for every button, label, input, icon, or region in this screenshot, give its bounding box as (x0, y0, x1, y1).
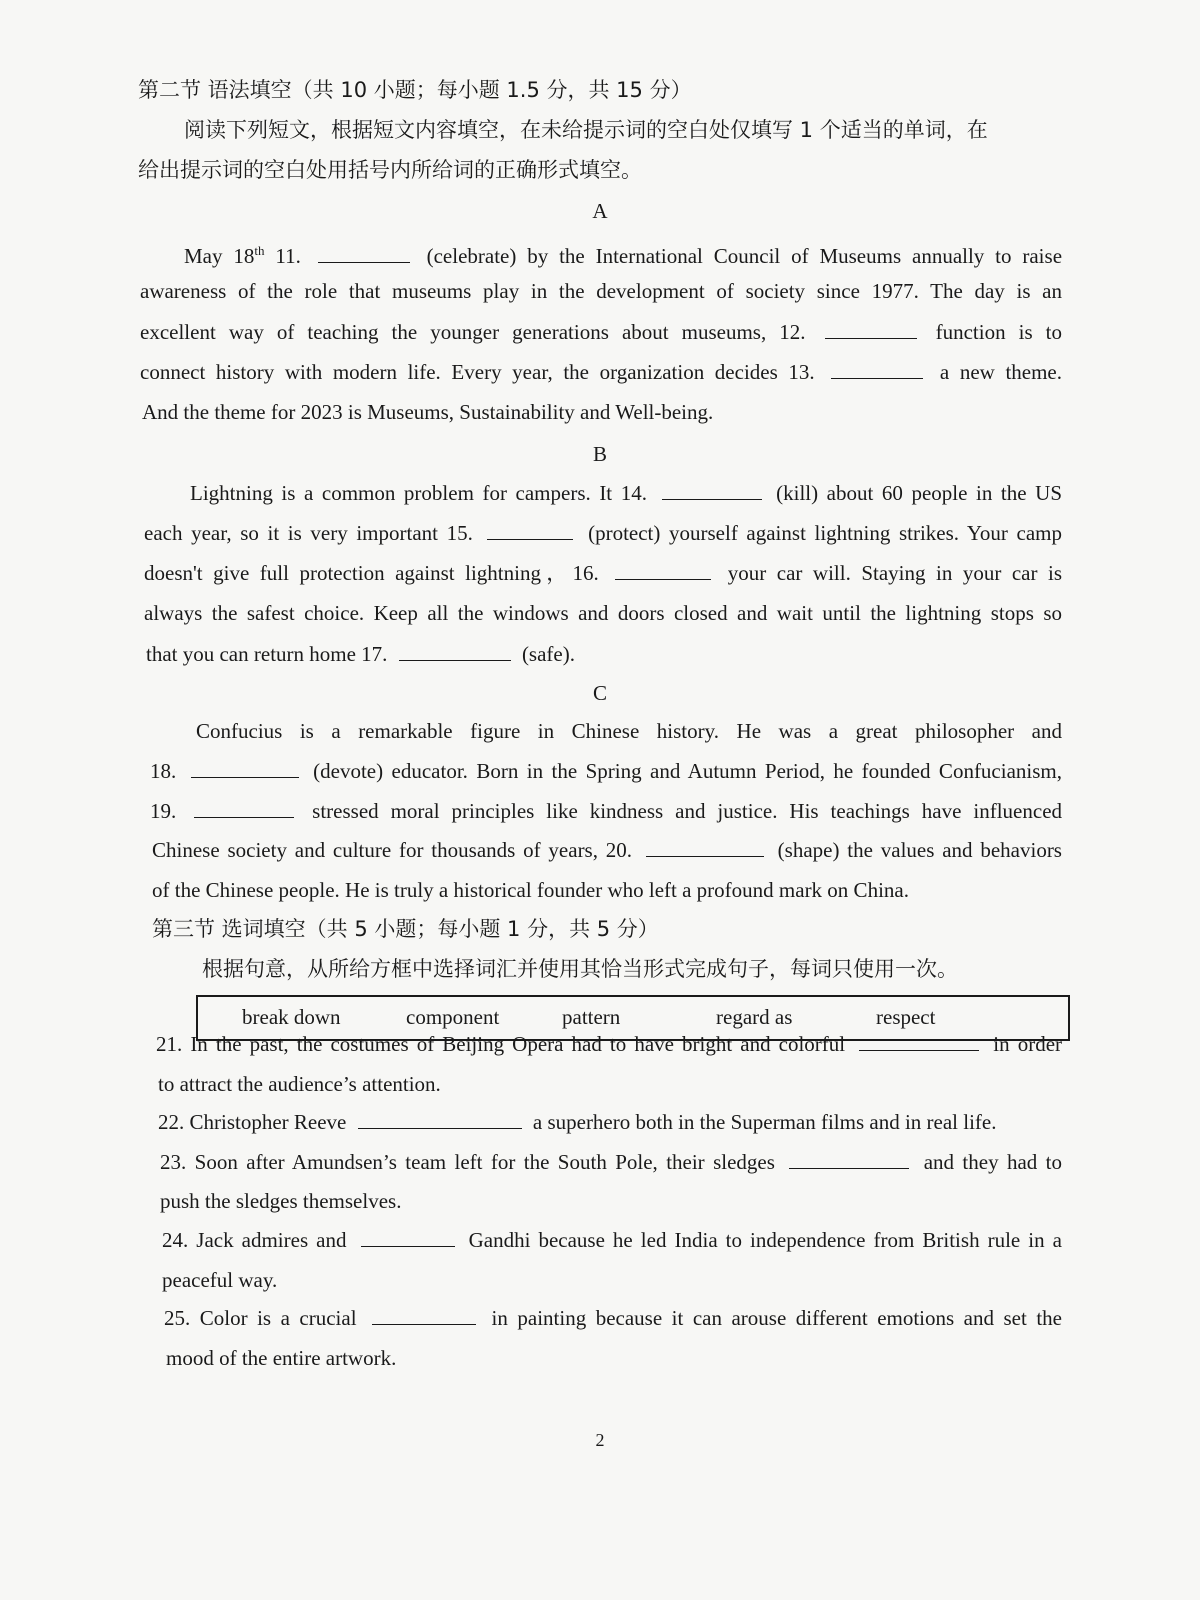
passage-c-line-2 (150, 757, 1062, 785)
text-span: your car will. Staying in your car is (727, 561, 1063, 585)
blank-25[interactable] (372, 1306, 476, 1325)
text-span: doesn't give full protection against lightning，16. (144, 561, 599, 585)
text-span: Chinese society and culture for thousands of years, 20. (152, 838, 633, 862)
text-span: stressed moral principles like kindness and justice. His teachings have influenced (312, 799, 1063, 823)
blank-12[interactable] (825, 320, 917, 339)
text-span: 24. Jack admires and (162, 1228, 347, 1252)
section-2-heading: 第二节 语法填空（共 10 小题；每小题 1.5 分，共 15 分） (138, 78, 692, 102)
blank-17[interactable] (399, 642, 511, 661)
question-25-line-1 (164, 1304, 1062, 1332)
passage-a-line-4 (140, 358, 1062, 386)
blank-18[interactable] (191, 759, 299, 778)
passage-a-line-5: And the theme for 2023 is Museums, Sustainability and Well-being. (142, 400, 714, 424)
passage-b-line-3 (144, 559, 1062, 587)
passage-c-line-3 (150, 797, 1062, 825)
blank-14[interactable] (662, 481, 762, 500)
text-span: 21. In the past, the costumes of Beijing Opera had to have bright and colorful (156, 1032, 846, 1056)
question-21-line-2: to attract the audience’s attention. (158, 1072, 441, 1096)
section-2-instruction-line-1: 阅读下列短文，根据短文内容填空，在未给提示词的空白处仅填写 1 个适当的单词，在 (184, 118, 988, 142)
question-25-line-2: mood of the entire artwork. (166, 1346, 397, 1370)
blank-15[interactable] (487, 521, 573, 540)
passage-b-line-1 (190, 479, 1062, 507)
superscript: th (254, 243, 265, 258)
text-span: (celebrate) by the International Council of Museums annually to raise (426, 244, 1063, 268)
question-23-line-2: push the sledges themselves. (160, 1189, 402, 1213)
passage-b-line-2 (144, 519, 1062, 547)
text-span: excellent way of teaching the younger generations about museums, 12. (140, 320, 806, 344)
text-span: a new theme. (939, 360, 1063, 384)
text-span: Lightning is a common problem for campers. It 14. (190, 481, 647, 505)
text-span: (safe). (521, 642, 575, 666)
passage-b-line-4: always the safest choice. Keep all the windows and doors closed and wait until the lightning stops so (144, 601, 1062, 625)
text-span: 18. (150, 759, 177, 783)
passage-b-label: B (592, 442, 607, 466)
passage-c-line-1: Confucius is a remarkable figure in Chinese history. He was a great philosopher and (196, 719, 1062, 743)
text-span: 23. Soon after Amundsen’s team left for the South Pole, their sledges (160, 1150, 775, 1174)
passage-c-label: C (592, 681, 607, 705)
text-span: in order (993, 1032, 1063, 1056)
text-span: (shape) the values and behaviors (777, 838, 1062, 862)
passage-a-line-1 (184, 237, 1062, 270)
text-span: 25. Color is a crucial (164, 1306, 357, 1330)
blank-24[interactable] (361, 1228, 455, 1247)
word-option-break-down: break down (242, 1005, 341, 1029)
word-option-respect: respect (876, 1005, 936, 1029)
text-span: each year, so it is very important 15. (144, 521, 473, 545)
text-span: (protect) yourself against lightning strikes. Your camp (588, 521, 1063, 545)
blank-number-11: 11. (275, 244, 301, 268)
text-span: a superhero both in the Superman films and in real life. (532, 1110, 997, 1134)
word-option-component: component (406, 1005, 500, 1029)
blank-23[interactable] (789, 1150, 909, 1169)
passage-b-line-5 (146, 640, 575, 668)
text-span: function is to (935, 320, 1063, 344)
text-span: 22. Christopher Reeve (158, 1110, 347, 1134)
blank-22[interactable] (358, 1110, 522, 1129)
question-23-line-1 (160, 1148, 1062, 1176)
passage-a-line-2: awareness of the role that museums play in the development of society since 1977. The day is an (140, 279, 1062, 303)
text-span: (kill) about 60 people in the US (776, 481, 1062, 505)
word-option-regard-as: regard as (716, 1005, 793, 1029)
passage-a-line-3 (140, 318, 1062, 346)
blank-21[interactable] (859, 1032, 979, 1051)
section-3-instruction: 根据句意，从所给方框中选择词汇并使用其恰当形式完成句子，每词只使用一次。 (202, 957, 958, 981)
text-span: 19. (150, 799, 177, 823)
passage-c-line-4 (152, 836, 1062, 864)
blank-20[interactable] (646, 838, 764, 857)
text-span: Gandhi because he led India to independence from British rule in a (468, 1228, 1062, 1252)
text-span: connect history with modern life. Every year, the organization decides 13. (140, 360, 815, 384)
section-2-instruction-line-2: 给出提示词的空白处用括号内所给词的正确形式填空。 (138, 158, 642, 182)
text-span: in painting because it can arouse different emotions and set the (491, 1306, 1062, 1330)
text-span: May 18 (184, 244, 255, 268)
section-3-heading: 第三节 选词填空（共 5 小题；每小题 1 分，共 5 分） (152, 917, 659, 941)
passage-c-line-5: of the Chinese people. He is truly a historical founder who left a profound mark on China. (152, 878, 909, 902)
question-21-line-1 (156, 1030, 1062, 1058)
blank-19[interactable] (194, 799, 294, 818)
text-span: that you can return home 17. (146, 642, 388, 666)
blank-13[interactable] (831, 360, 923, 379)
text-span: and they had to (923, 1150, 1063, 1174)
passage-a-label: A (592, 199, 608, 223)
word-option-pattern: pattern (562, 1005, 621, 1029)
question-24-line-2: peaceful way. (162, 1268, 278, 1292)
question-22 (158, 1108, 997, 1136)
blank-11[interactable] (318, 244, 410, 263)
text-span: (devote) educator. Born in the Spring and Autumn Period, he founded Confucianism, (313, 759, 1063, 783)
page-number: 2 (595, 1430, 605, 1450)
question-24-line-1 (162, 1226, 1062, 1254)
blank-16[interactable] (615, 561, 711, 580)
